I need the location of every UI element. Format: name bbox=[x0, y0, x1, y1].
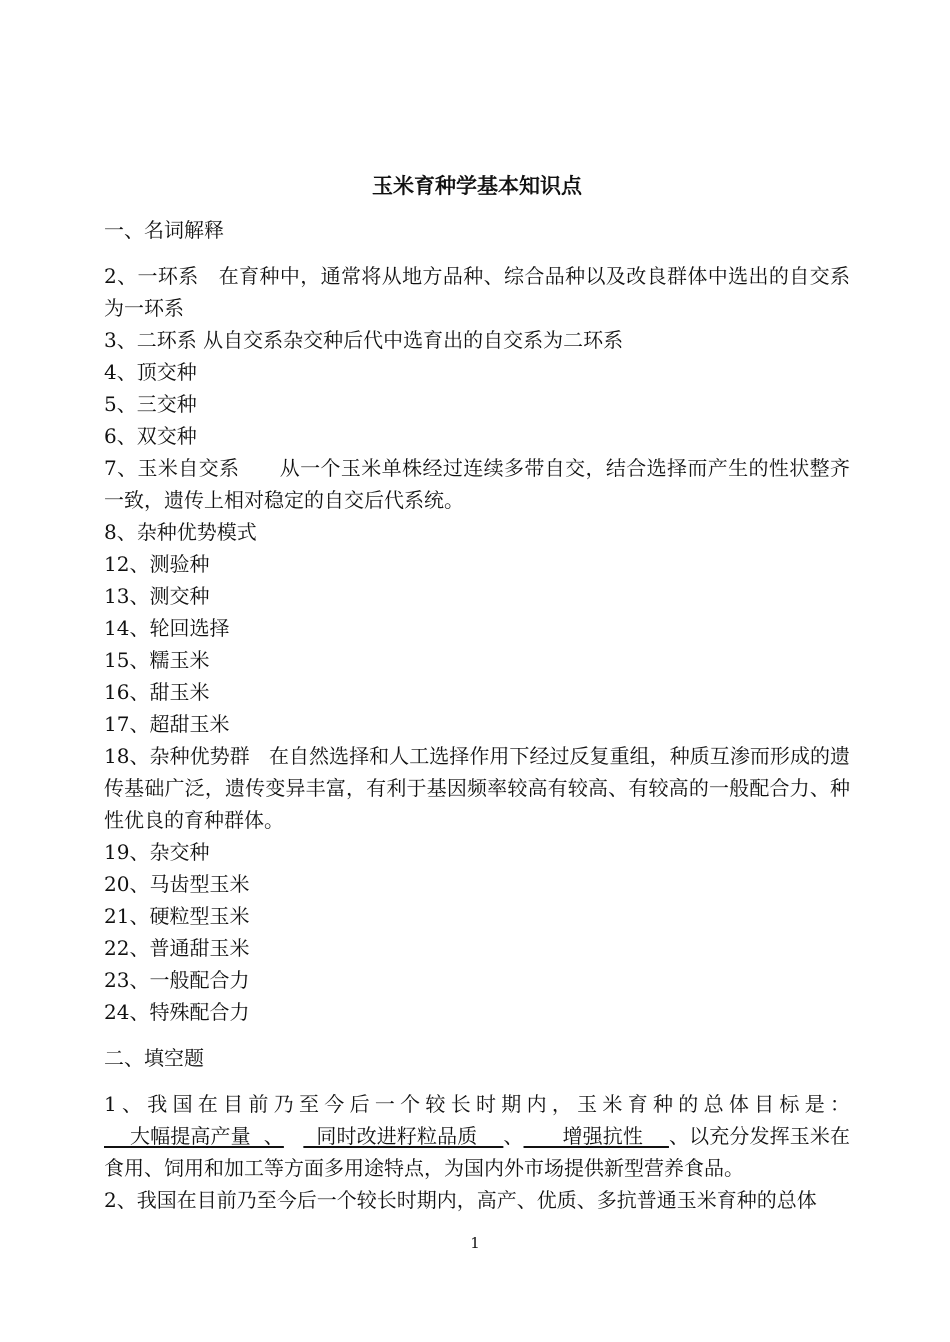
term-label: 13、测交种 bbox=[104, 584, 210, 608]
term-label: 4、顶交种 bbox=[104, 360, 197, 384]
term-item bbox=[104, 740, 850, 836]
term-item bbox=[104, 260, 850, 324]
fill-in-question-1 bbox=[104, 1088, 850, 1184]
term-label: 19、杂交种 bbox=[104, 840, 210, 864]
term-label: 15、糯玉米 bbox=[104, 648, 210, 672]
document-page bbox=[104, 170, 850, 1216]
fill-in-question-2: 2、我国在目前乃至今后一个较长时期内，高产、优质、多抗普通玉米育种的总体 bbox=[104, 1188, 817, 1212]
term-label: 20、马齿型玉米 bbox=[104, 872, 250, 896]
term-label: 14、轮回选择 bbox=[104, 616, 230, 640]
term-item bbox=[104, 420, 850, 452]
answer-blank-2: 同时改进籽粒品质 bbox=[303, 1124, 504, 1148]
term-definition: 在自然选择和人工选择作用下经过反复重组，种质互渗而形成的遗传基础广泛，遗传变异丰富，有利于基因频率较高有较高、有较高的一般配合力、种性优良的育种群体。 bbox=[104, 744, 851, 832]
term-item bbox=[104, 580, 850, 612]
term-label: 16、甜玉米 bbox=[104, 680, 210, 704]
term-definition: 从自交系杂交种后代中选育出的自交系为二环系 bbox=[203, 328, 624, 352]
terms-list bbox=[104, 260, 850, 1028]
term-item bbox=[104, 836, 850, 868]
answer-blank-3: 增强抗性 bbox=[523, 1124, 669, 1148]
term-label: 2、一环系 bbox=[104, 264, 199, 288]
term-label: 17、超甜玉米 bbox=[104, 712, 230, 736]
term-label: 3、二环系 bbox=[104, 328, 197, 352]
term-item bbox=[104, 868, 850, 900]
term-definition: 从一个玉米单株经过连续多带自交，结合选择而产生的性状整齐一致，遗传上相对稳定的自交后代系统。 bbox=[104, 456, 850, 512]
term-label: 24、特殊配合力 bbox=[104, 1000, 250, 1024]
term-item bbox=[104, 452, 850, 516]
answer-spacer-1 bbox=[284, 1124, 303, 1148]
term-item bbox=[104, 964, 850, 996]
answer-blank-1: 大幅提高产量 、 bbox=[104, 1124, 284, 1148]
term-item bbox=[104, 644, 850, 676]
term-item bbox=[104, 612, 850, 644]
term-spacer bbox=[250, 744, 269, 768]
term-label: 22、普通甜玉米 bbox=[104, 936, 250, 960]
term-label: 23、一般配合力 bbox=[104, 968, 250, 992]
term-item bbox=[104, 548, 850, 580]
term-label: 8、杂种优势模式 bbox=[104, 520, 257, 544]
question-1-prefix: 1、我国在目前乃至今后一个较长时期内，玉米育种的总体目标是： bbox=[104, 1092, 850, 1116]
term-label: 5、三交种 bbox=[104, 392, 197, 416]
section-heading-terms: 一、名词解释 bbox=[104, 218, 224, 242]
term-item bbox=[104, 932, 850, 964]
section-heading-fill-in: 二、填空题 bbox=[104, 1046, 204, 1070]
term-label: 18、杂种优势群 bbox=[104, 744, 250, 768]
term-label: 7、玉米自交系 bbox=[104, 456, 240, 480]
term-item bbox=[104, 996, 850, 1028]
term-item bbox=[104, 388, 850, 420]
term-definition: 在育种中，通常将从地方品种、综合品种以及改良群体中选出的自交系为一环系 bbox=[104, 264, 850, 320]
term-item bbox=[104, 516, 850, 548]
term-item bbox=[104, 708, 850, 740]
term-spacer bbox=[199, 264, 219, 288]
page-number: 1 bbox=[470, 1234, 480, 1252]
question-1-suffix: 、以充分发挥玉米在食用、饲用和加工等方面多用途特点，为国内外市场提供新型营养食品。 bbox=[104, 1124, 851, 1180]
term-item bbox=[104, 356, 850, 388]
answer-separator: 、 bbox=[503, 1124, 524, 1148]
term-item bbox=[104, 676, 850, 708]
term-item bbox=[104, 324, 850, 356]
term-item bbox=[104, 900, 850, 932]
term-label: 12、测验种 bbox=[104, 552, 210, 576]
term-label: 6、双交种 bbox=[104, 424, 197, 448]
term-label: 21、硬粒型玉米 bbox=[104, 904, 250, 928]
term-spacer bbox=[239, 456, 279, 480]
document-title: 玉米育种学基本知识点 bbox=[372, 173, 582, 198]
